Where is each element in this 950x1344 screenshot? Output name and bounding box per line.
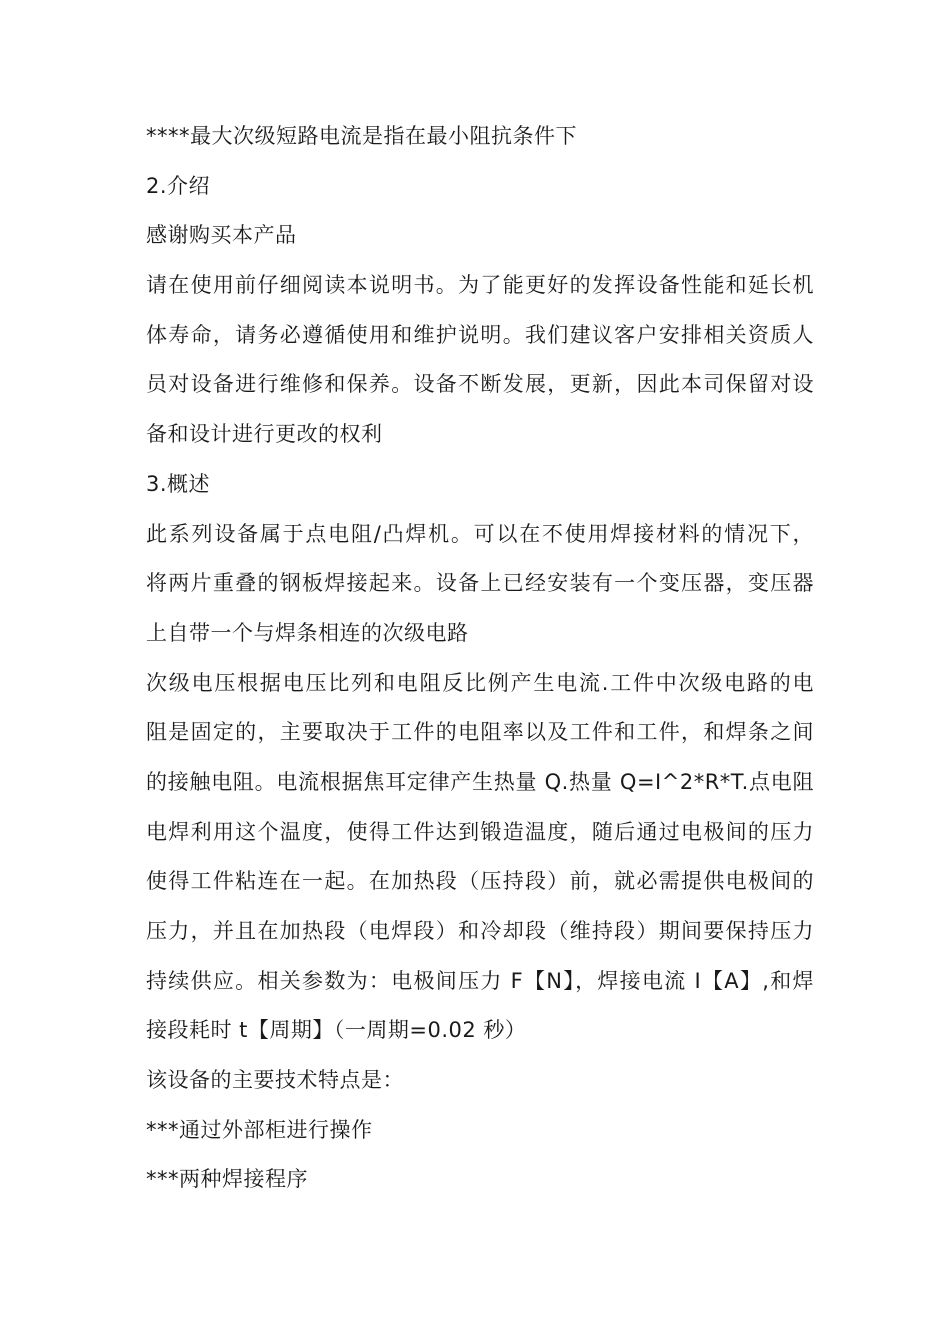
paragraph-line: 此系列设备属于点电阻/凸焊机。可以在不使用焊接材料的情况下，: [146, 521, 814, 546]
paragraph-line: 阻是固定的，主要取决于工件的电阻率以及工件和工件，和焊条之间: [146, 720, 814, 745]
paragraph-line: 次级电压根据电压比列和电阻反比例产生电流.工件中次级电路的电: [146, 670, 814, 695]
intro-paragraph: [146, 261, 814, 460]
paragraph-line: 使得工件粘连在一起。在加热段（压持段）前，就必需提供电极间的: [146, 869, 814, 894]
paragraph-line: 将两片重叠的钢板焊接起来。设备上已经安装有一个变压器，变压器: [146, 571, 814, 596]
overview-paragraph-1: [146, 510, 814, 659]
feature-item: ***通过外部柜进行操作: [146, 1117, 373, 1142]
paragraph-line: 请在使用前仔细阅读本说明书。为了能更好的发挥设备性能和延长机: [146, 273, 814, 298]
section-3-heading: 3.概述: [146, 471, 211, 496]
features-intro: 该设备的主要技术特点是：: [146, 1068, 404, 1093]
paragraph-line: 备和设计进行更改的权利: [146, 422, 383, 447]
paragraph-line: 压力，并且在加热段（电焊段）和冷却段（维持段）期间要保持压力: [146, 919, 814, 943]
thanks-line: 感谢购买本产品: [146, 223, 297, 248]
paragraph-line: 员对设备进行维修和保养。设备不断发展，更新，因此本司保留对设: [146, 372, 814, 397]
paragraph-line: 持续供应。相关参数为：电极间压力 F【N】，焊接电流 I【A】,和焊: [146, 968, 814, 993]
feature-item: ***两种焊接程序: [146, 1167, 308, 1192]
paragraph-line: 上自带一个与焊条相连的次级电路: [146, 620, 469, 645]
paragraph-line: 电焊利用这个温度，使得工件达到锻造温度，随后通过电极间的压力: [146, 819, 814, 844]
short-circuit-note: ****最大次级短路电流是指在最小阻抗条件下: [146, 124, 577, 148]
section-2-heading: 2.介绍: [146, 173, 211, 198]
document-body: [146, 112, 814, 1205]
paragraph-line: 体寿命，请务必遵循使用和维护说明。我们建议客户安排相关资质人: [146, 322, 814, 347]
overview-paragraph-2: [146, 659, 814, 1057]
paragraph-line: 接段耗时 t【周期】（一周期=0.02 秒）: [146, 1018, 527, 1043]
paragraph-line: 的接触电阻。电流根据焦耳定律产生热量 Q.热量 Q=I^2*R*T.点电阻: [146, 769, 814, 794]
